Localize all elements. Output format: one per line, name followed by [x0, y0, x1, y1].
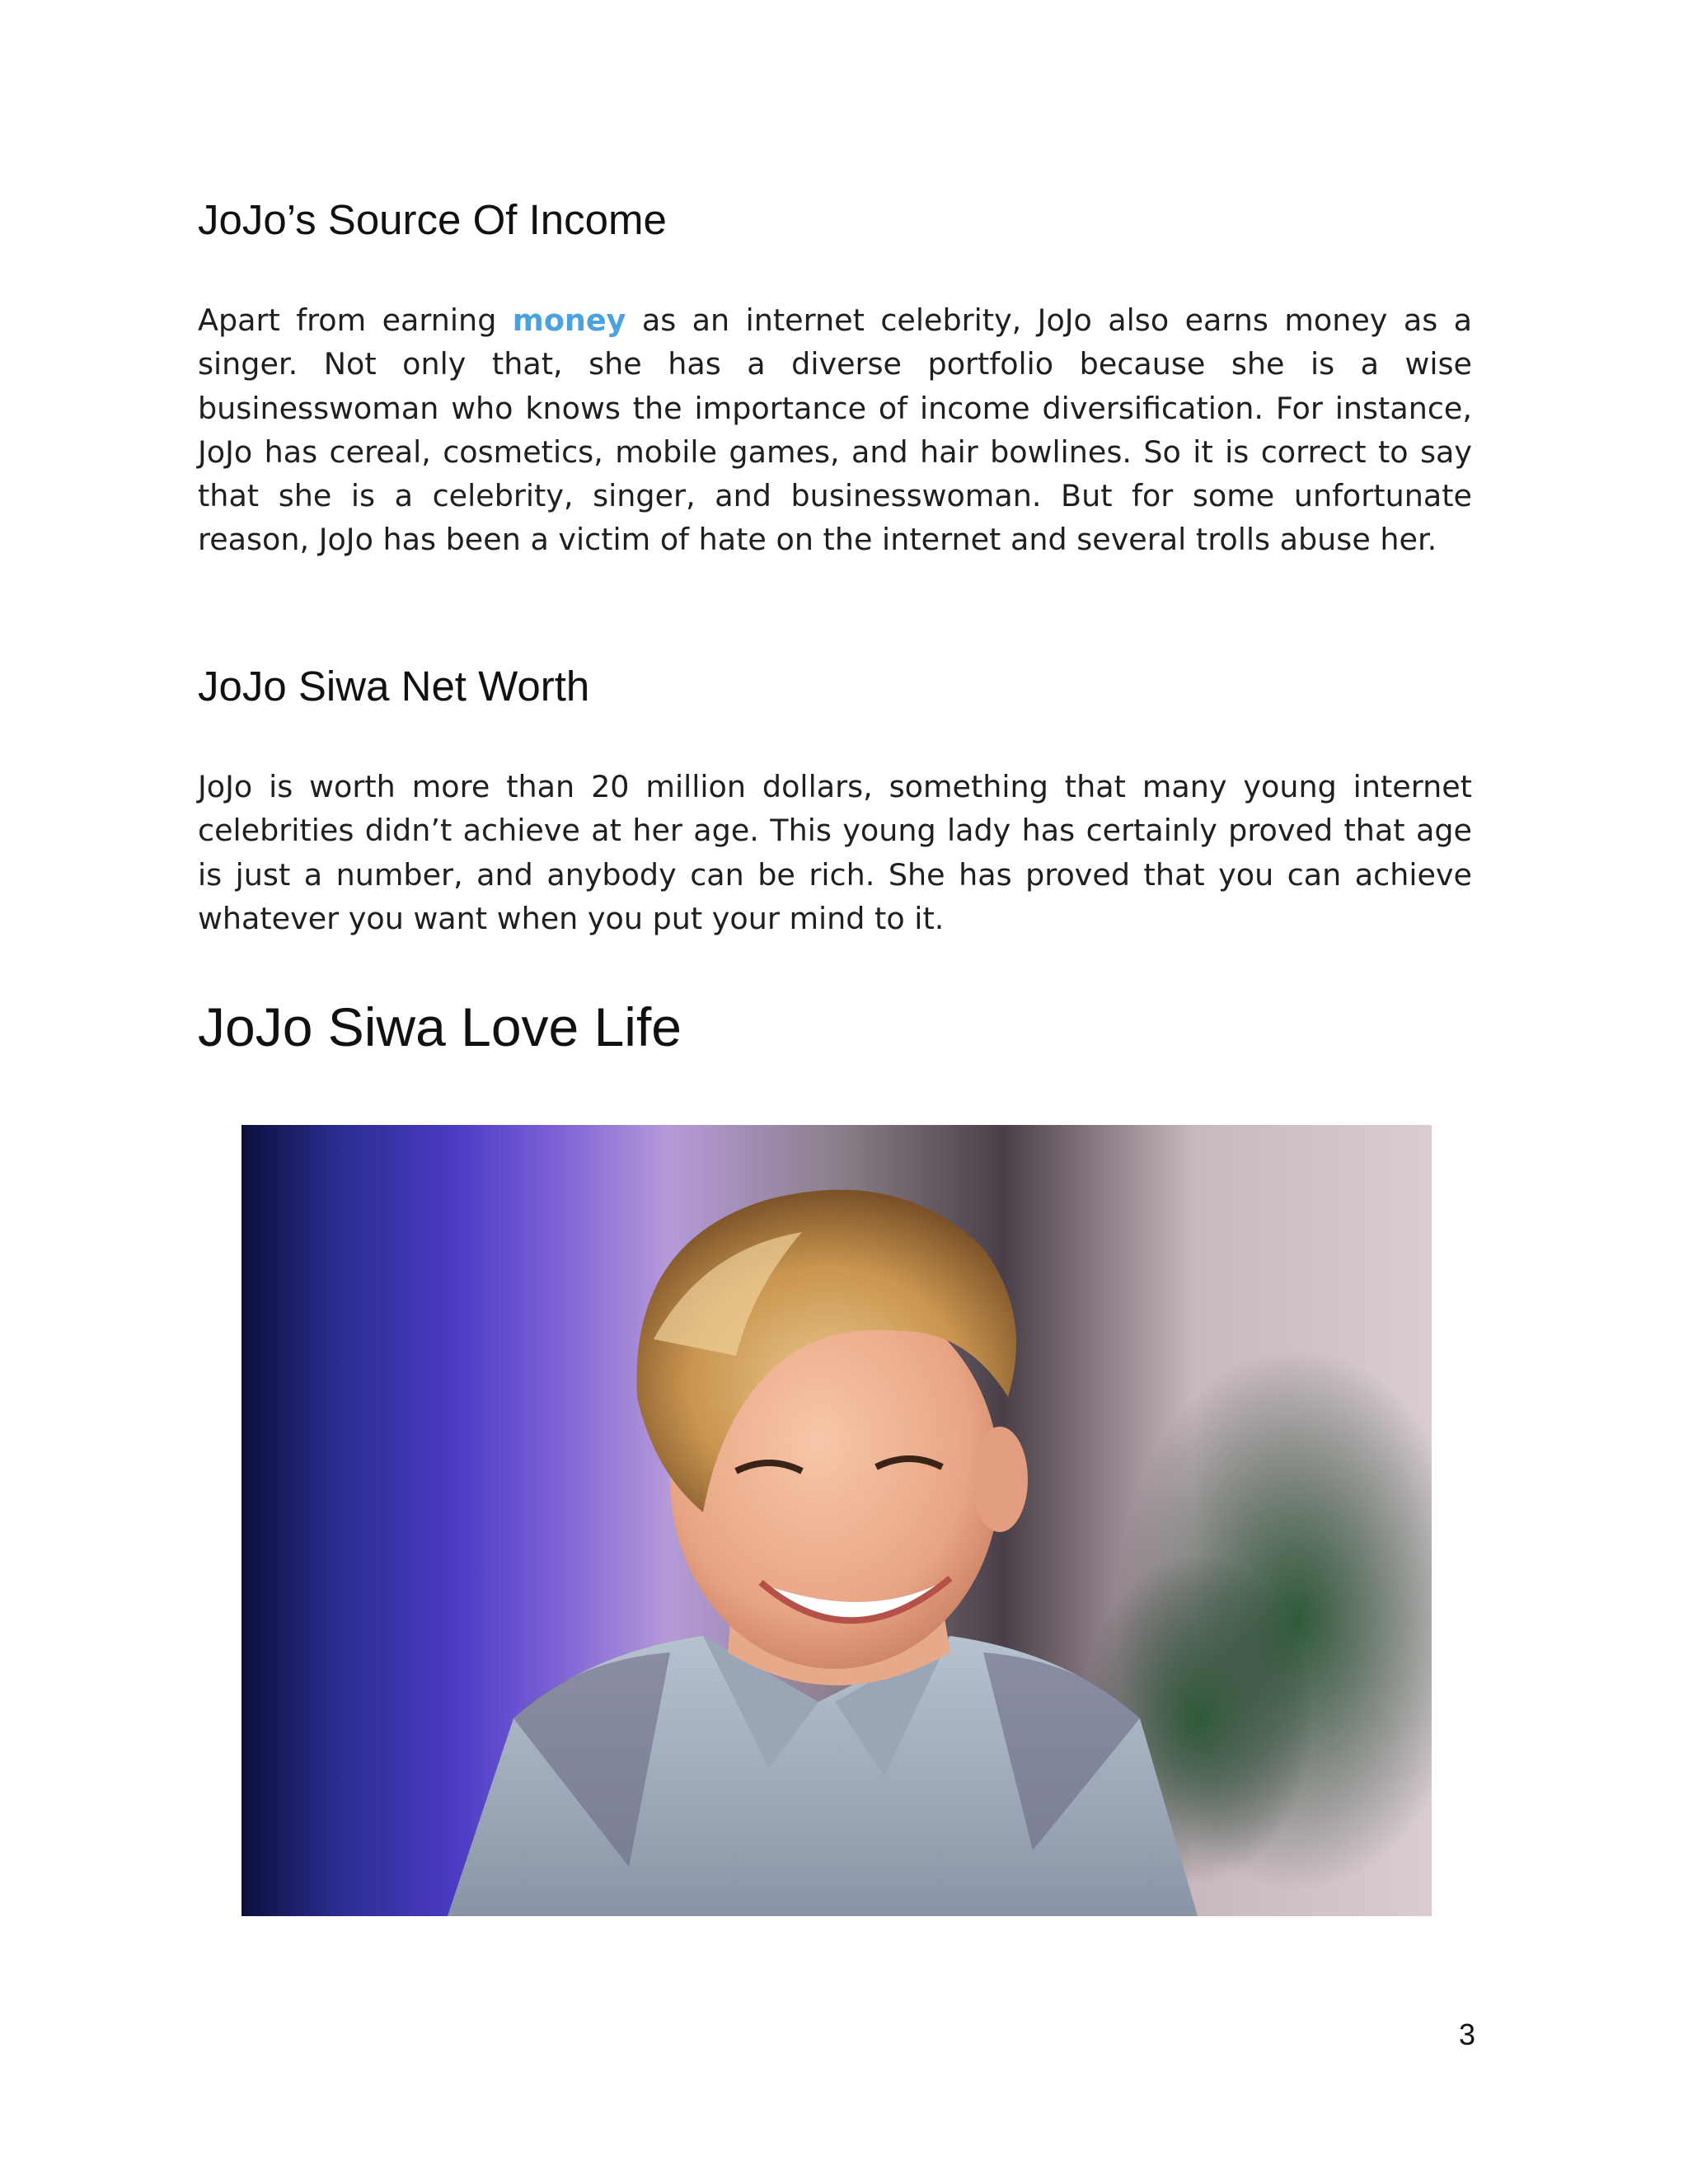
love-life-heading: JoJo Siwa Love Life	[198, 996, 682, 1057]
net-worth-heading: JoJo Siwa Net Worth	[198, 663, 590, 710]
page-number: 3	[1458, 2018, 1475, 2051]
jojo-photo	[241, 1125, 1432, 1916]
money-link[interactable]: money	[512, 302, 626, 338]
photo-illustration	[241, 1125, 1432, 1916]
net-worth-paragraph: JoJo is worth more than 20 million dollars, something that many young internet celebrities didn’t achieve at her age. This young lady has certainly proved that age is just a number, and anybody can be rich. She has proved that you can achieve whatever you want when you put your mind to it.	[198, 769, 1472, 936]
income-heading: JoJo’s Source Of Income	[198, 196, 667, 243]
income-text-rest: as an internet celebrity, JoJo also earns money as a singer. Not only that, she has a diverse portfolio because she is a wise businesswoman who knows the importance of income diversification. For instance, JoJo has cereal, cosmetics, mobile games, and hair bowlines. So it is correct to say that she is a celebrity, singer, and businesswoman. But for some unfortunate reason, JoJo has been a victim of hate on the internet and several trolls abuse her.	[198, 302, 1472, 558]
income-text-start: Apart from earning	[198, 302, 513, 338]
income-paragraph	[198, 298, 1472, 562]
